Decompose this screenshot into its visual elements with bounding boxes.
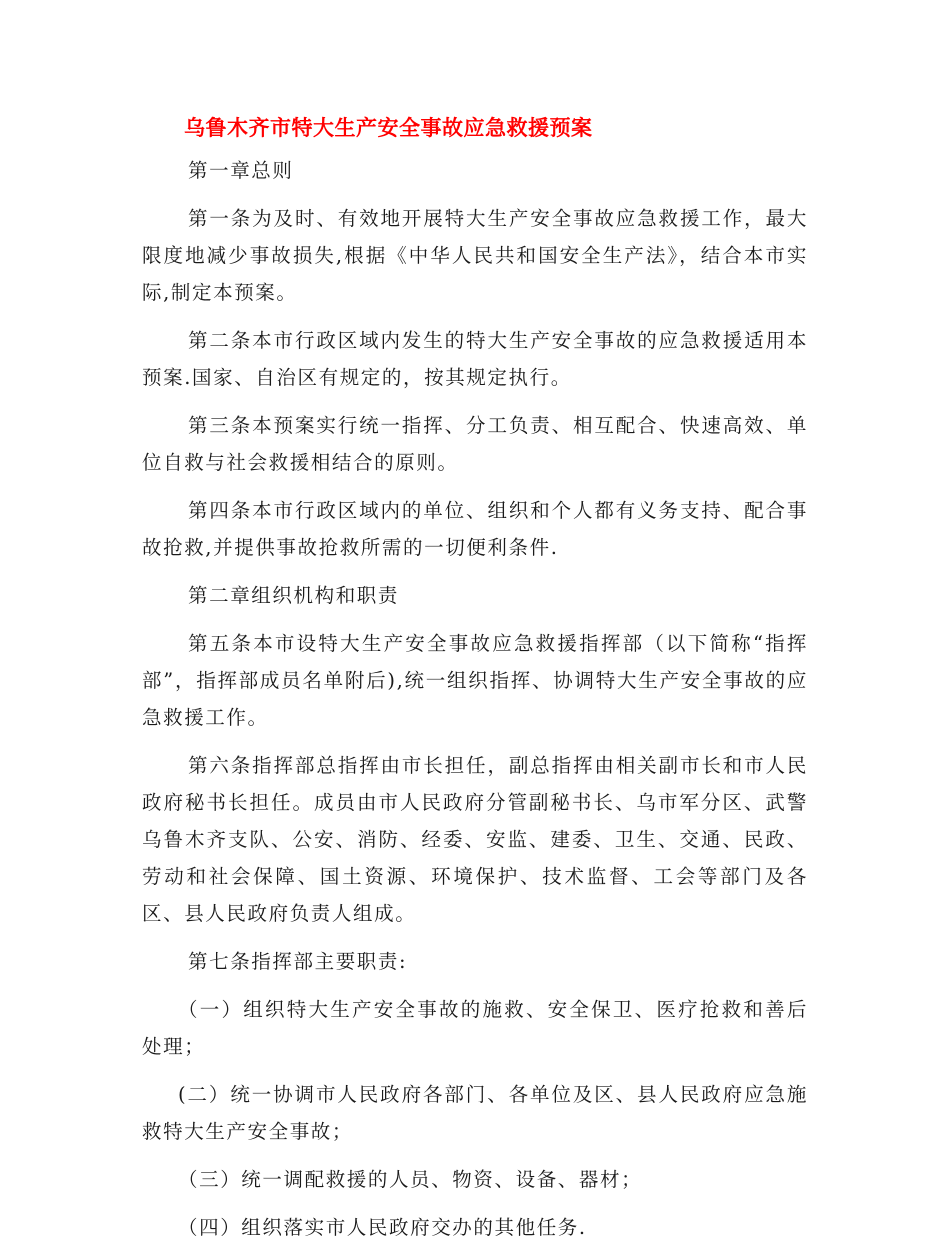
chapter-heading-1: 第一章总则 — [188, 159, 294, 182]
chapter-heading-2: 第二章组织机构和职责 — [188, 584, 400, 607]
article-7: 第七条指挥部主要职责: — [188, 950, 408, 973]
duty-item-2: (二）统一协调市人民政府各部门、各单位及区、县人民政府应急施救特大生产安全事故； — [142, 1083, 808, 1143]
document-body — [142, 152, 808, 1246]
article-4: 第四条本市行政区域内的单位、组织和个人都有义务支持、配合事故抢救,并提供事故抢救所需的一切便利条件. — [142, 499, 808, 559]
duty-item-1: （一）组织特大生产安全事故的施救、安全保卫、医疗抢救和善后处理； — [142, 998, 808, 1058]
article-2: 第二条本市行政区域内发生的特大生产安全事故的应急救援适用本预案.国家、自治区有规定的，按其规定执行。 — [142, 329, 808, 389]
article-5: 第五条本市设特大生产安全事故应急救援指挥部（以下简称“指挥部”，指挥部成员名单附后),统一组织指挥、协调特大生产安全事故的应急救援工作。 — [142, 632, 808, 729]
article-1: 第一条为及时、有效地开展特大生产安全事故应急救援工作，最大限度地减少事故损失,根据《中华人民共和国安全生产法》，结合本市实际,制定本预案。 — [142, 207, 808, 304]
document-title: 乌鲁木齐市特大生产安全事故应急救援预案 — [184, 116, 593, 140]
duty-item-3: （三）统一调配救援的人员、物资、设备、器材； — [178, 1168, 643, 1191]
article-6: 第六条指挥部总指挥由市长担任，副总指挥由相关副市长和市人民政府秘书长担任。成员由市人民政府分管副秘书长、乌市军分区、武警乌鲁木齐支队、公安、消防、经委、安监、建委、卫生、交通、民政、劳动和社会保障、国土资源、环境保护、技术监督、工会等部门及各区、县人民政府负责人组成。 — [142, 754, 808, 925]
duty-item-4: （四）组织落实市人民政府交办的其他任务. — [178, 1216, 587, 1239]
article-3: 第三条本预案实行统一指挥、分工负责、相互配合、快速高效、单位自救与社会救援相结合的原则。 — [142, 414, 808, 474]
